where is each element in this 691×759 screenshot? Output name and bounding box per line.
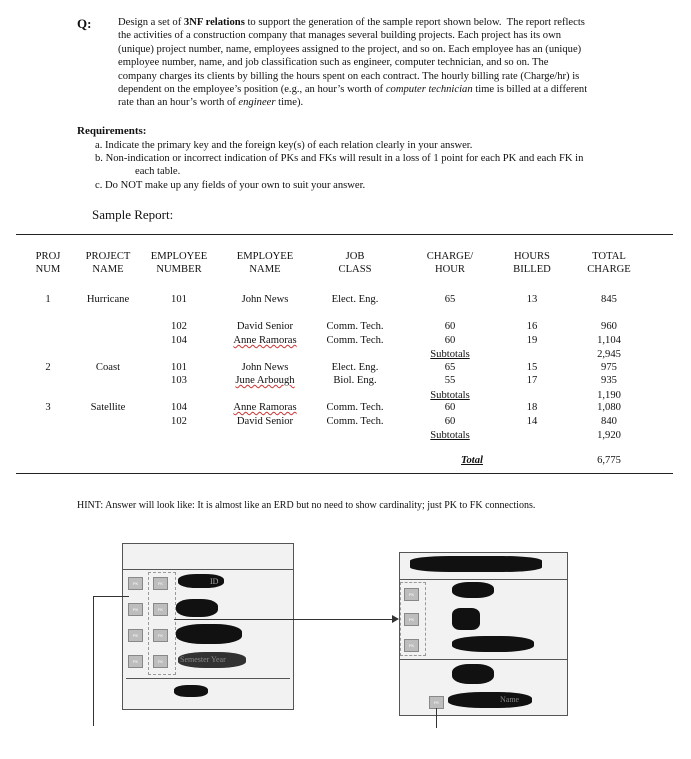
column-header-line: CHARGE/: [426, 251, 474, 262]
requirements-title: Requirements:: [77, 125, 147, 137]
table-cell: John News: [241, 362, 289, 373]
subtotal-value: 1,920: [597, 430, 621, 441]
table-cell: 101: [171, 362, 187, 373]
column-header: [315, 250, 395, 276]
table-cell: 16: [526, 321, 538, 332]
column-header: [492, 250, 572, 276]
redacted-field: [452, 664, 494, 684]
grand-total-value: 6,775: [597, 455, 621, 466]
column-header: [569, 250, 649, 276]
report-top-rule: [16, 234, 673, 235]
table-cell: 65: [444, 294, 456, 305]
connector-line: [174, 619, 394, 620]
report-bottom-rule: [16, 473, 673, 474]
column-header-line: NUM: [35, 264, 61, 275]
column-header-line: NAME: [249, 264, 281, 275]
requirement-b: b. Non-indication or incorrect indication of PKs and FKs will result in a loss of 1 point for each PK and each FK in: [95, 153, 584, 164]
pk-badge: PK: [404, 613, 419, 626]
table-cell: Anne Ramoras: [233, 335, 297, 346]
pk-badge: PK: [128, 577, 143, 590]
table-cell: 102: [171, 416, 187, 427]
table-cell: 14: [526, 416, 538, 427]
table-cell: 1: [45, 294, 51, 305]
table-cell: 15: [526, 362, 538, 373]
entity-divider: [126, 678, 290, 679]
faint-field-label: Semester Year: [180, 655, 226, 664]
column-header-line: EMPLOYEE: [236, 251, 294, 262]
connector-line: [436, 708, 437, 728]
table-cell: 1,104: [597, 335, 621, 346]
table-cell: 55: [444, 375, 456, 386]
requirement-a: a. Indicate the primary key and the foreign key(s) of each relation clearly in your answer.: [95, 140, 473, 151]
table-cell: June Arbough: [235, 375, 295, 386]
pk-badge: PK: [128, 629, 143, 642]
column-header-line: EMPLOYEE: [150, 251, 208, 262]
question-line: the activities of a construction company that manages several building projects. Each project has its own: [118, 30, 562, 42]
redacted-field: [452, 582, 494, 598]
table-cell: 845: [601, 294, 617, 305]
table-cell: 840: [601, 416, 617, 427]
table-cell: 18: [526, 402, 538, 413]
question-text: [118, 16, 643, 110]
table-cell: 975: [601, 362, 617, 373]
table-cell: 60: [444, 321, 456, 332]
table-cell: 65: [444, 362, 456, 373]
table-cell: David Senior: [236, 416, 294, 427]
hint-text: HINT: Answer will look like: It is almost like an ERD but no need to show cardinality; just PK to FK connections.: [77, 500, 536, 511]
grand-total-label: Total: [461, 455, 483, 466]
table-cell: Anne Ramoras: [233, 402, 297, 413]
fk-badge: FK: [153, 655, 168, 668]
arrow-head-icon: [392, 615, 399, 623]
table-cell: Comm. Tech.: [326, 402, 384, 413]
table-cell: Elect. Eng.: [331, 362, 379, 373]
redacted-table-title: [410, 556, 542, 572]
pk-badge: PK: [404, 639, 419, 652]
table-cell: 60: [444, 402, 456, 413]
redacted-field: [174, 685, 208, 697]
faint-field-label: ID: [210, 577, 219, 586]
column-header-line: CHARGE: [587, 264, 631, 275]
table-cell: Biol. Eng.: [333, 375, 377, 386]
column-header: [225, 250, 305, 276]
table-cell: 3: [45, 402, 51, 413]
table-cell: Elect. Eng.: [331, 294, 379, 305]
fk-badge: FK: [429, 696, 444, 709]
table-cell: Satellite: [90, 402, 126, 413]
entity-divider: [123, 569, 293, 570]
requirement-b-cont: each table.: [135, 166, 181, 177]
redacted-field: [176, 624, 242, 644]
redacted-field: [448, 692, 532, 708]
connector-line: [93, 596, 129, 597]
table-cell: 102: [171, 321, 187, 332]
column-header-line: TOTAL: [592, 251, 626, 262]
fk-badge: FK: [153, 629, 168, 642]
connector-line: [93, 596, 94, 726]
column-header-line: CLASS: [338, 264, 372, 275]
redacted-field: [452, 608, 480, 630]
table-cell: Comm. Tech.: [326, 335, 384, 346]
column-header: [68, 250, 148, 276]
table-cell: 104: [171, 402, 187, 413]
redacted-field: [176, 599, 218, 617]
sample-report-title: Sample Report:: [92, 207, 174, 222]
column-header-line: BILLED: [513, 264, 551, 275]
table-cell: 104: [171, 335, 187, 346]
column-header-line: HOUR: [434, 264, 466, 275]
question-line: Design a set of 3NF relations to support the generation of the sample report shown below. The report reflects: [118, 17, 585, 28]
column-header: [410, 250, 490, 276]
question-line: company charges its clients by billing the hours spent on each contract. The hourly billing rate (Charge/hr) is: [118, 70, 580, 82]
column-header-line: PROJ: [35, 251, 61, 262]
table-cell: 60: [444, 416, 456, 427]
faint-field-label: Name: [500, 695, 520, 704]
fk-badge: FK: [153, 577, 168, 590]
table-cell: 60: [444, 335, 456, 346]
subtotal-value: 2,945: [597, 349, 621, 360]
question-line: employee number, name, and job classification such as engineer, computer technician, and so on. The: [118, 57, 549, 69]
requirement-c: c. Do NOT make up any fields of your own to suit your answer.: [95, 180, 366, 191]
column-header: [139, 250, 219, 276]
table-cell: Hurricane: [86, 294, 130, 305]
column-header-line: NAME: [92, 264, 124, 275]
subtotal-label: Subtotals: [430, 349, 470, 360]
redacted-field: [452, 636, 534, 652]
question-label: Q:: [77, 16, 92, 31]
question-line: rate than an hour’s worth of engineer time).: [118, 97, 304, 109]
table-cell: 17: [526, 375, 538, 386]
subtotal-label: Subtotals: [430, 430, 470, 441]
question-line: (unique) project number, name, employees assigned to the project, and so on. Each employee has an (unique): [118, 43, 582, 55]
pk-badge: PK: [128, 603, 143, 616]
table-cell: Comm. Tech.: [326, 321, 384, 332]
column-header-line: HOURS: [514, 251, 550, 262]
pk-badge: PK: [404, 588, 419, 601]
question-line: dependent on the employee’s position (e.g., an hour’s worth of computer technician time is billed at a different: [118, 84, 588, 96]
entity-divider: [400, 579, 567, 580]
table-cell: David Senior: [236, 321, 294, 332]
pk-badge: PK: [128, 655, 143, 668]
column-header-line: JOB: [345, 251, 365, 262]
column-header-line: NUMBER: [156, 264, 202, 275]
table-cell: 19: [526, 335, 538, 346]
table-cell: 2: [45, 362, 51, 373]
subtotal-label: Subtotals: [430, 390, 470, 401]
table-cell: Comm. Tech.: [326, 416, 384, 427]
table-cell: 960: [601, 321, 617, 332]
entity-divider: [400, 659, 567, 660]
table-cell: 1,080: [597, 402, 621, 413]
table-cell: 101: [171, 294, 187, 305]
table-cell: 935: [601, 375, 617, 386]
table-cell: 13: [526, 294, 538, 305]
table-cell: 103: [171, 375, 187, 386]
column-header-line: PROJECT: [85, 251, 131, 262]
table-cell: Coast: [95, 362, 121, 373]
subtotal-value: 1,190: [597, 390, 621, 401]
fk-badge: FK: [153, 603, 168, 616]
table-cell: John News: [241, 294, 289, 305]
